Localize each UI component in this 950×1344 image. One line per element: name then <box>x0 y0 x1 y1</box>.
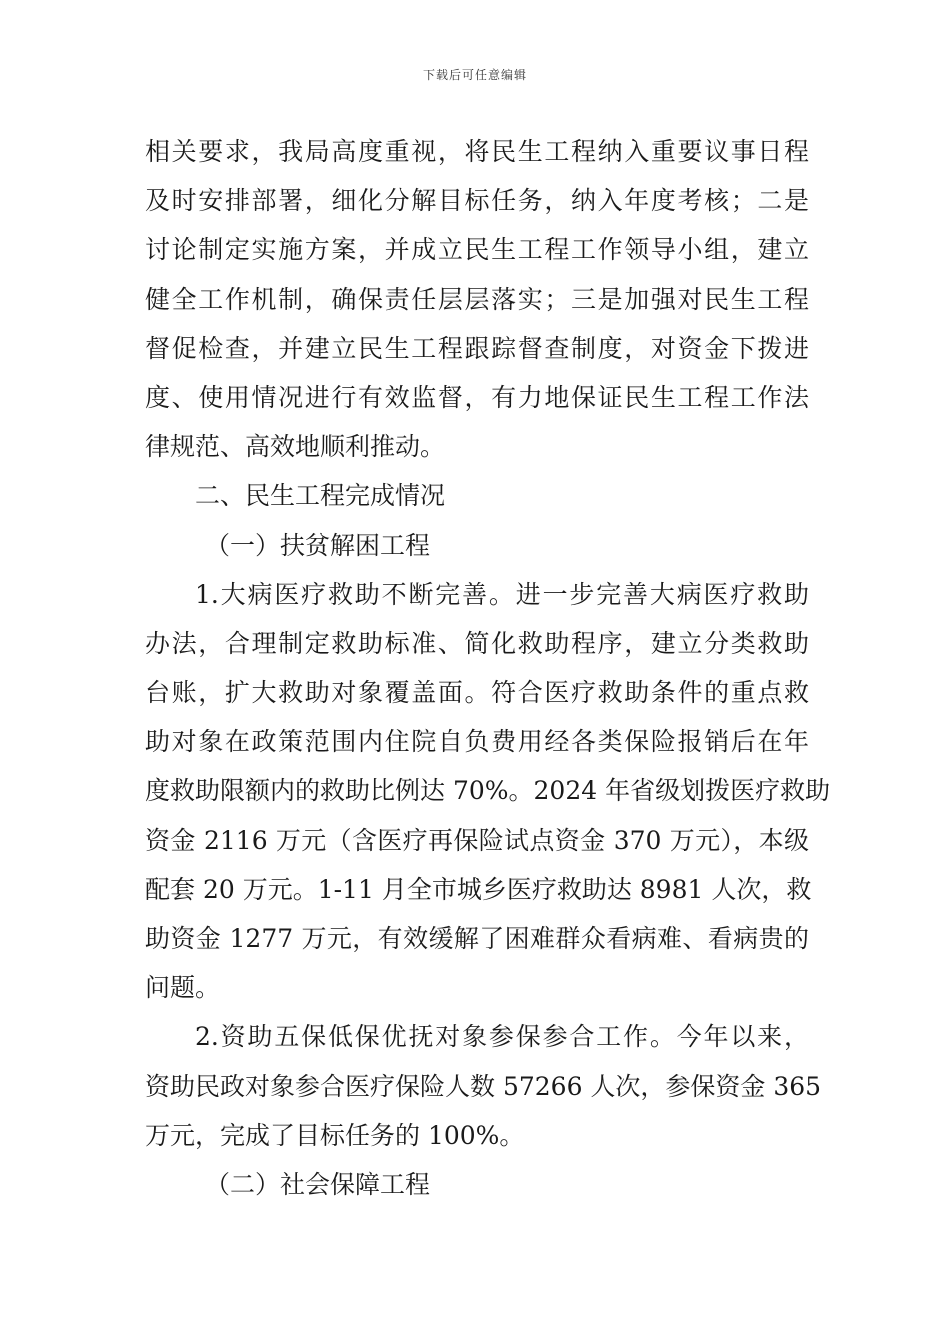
paragraph-line: 及时安排部署，细化分解目标任务，纳入年度考核；二是 <box>145 186 809 216</box>
document-body <box>145 127 831 1209</box>
paragraph-line: 1.大病医疗救助不断完善。进一步完善大病医疗救助 <box>195 579 809 609</box>
paragraph-line: 度、使用情况进行有效监督，有力地保证民生工程工作法 <box>145 382 809 412</box>
page-header-note: 下载后可任意编辑 <box>422 68 527 82</box>
chapter-heading-line: 二、民生工程完成情况 <box>195 481 446 511</box>
paragraph-line: 万元，完成了目标任务的 100%。 <box>145 1120 525 1150</box>
section-heading-line: （二）社会保障工程 <box>205 1169 431 1199</box>
paragraph-line: 2.资助五保低保优抚对象参保参合工作。今年以来， <box>195 1022 809 1052</box>
paragraph-line: 相关要求，我局高度重视，将民生工程纳入重要议事日程 <box>145 137 809 166</box>
paragraph-line: 台账，扩大救助对象覆盖面。符合医疗救助条件的重点救 <box>145 678 809 708</box>
paragraph-line: 助资金 1277 万元，有效缓解了困难群众看病难、看病贵的 <box>145 924 809 953</box>
paragraph-line: 助对象在政策范围内住院自负费用经各类保险报销后在年 <box>145 727 809 757</box>
paragraph-line: 督促检查，并建立民生工程跟踪督查制度，对资金下拨进 <box>145 333 809 363</box>
section-heading-line: （一）扶贫解困工程 <box>205 530 431 560</box>
paragraph-line: 度救助限额内的救助比例达 70%。2024 年省级划拨医疗救助 <box>145 776 831 806</box>
paragraph-line: 办法，合理制定救助标准、简化救助程序，建立分类救助 <box>145 628 809 658</box>
paragraph-line: 配套 20 万元。1-11 月全市城乡医疗救助达 8981 人次，救 <box>145 874 812 904</box>
paragraph-line: 律规范、高效地顺利推动。 <box>145 432 446 462</box>
paragraph-line: 问题。 <box>145 973 221 1003</box>
paragraph-line: 讨论制定实施方案，并成立民生工程工作领导小组，建立 <box>145 235 809 265</box>
paragraph-line: 资金 2116 万元（含医疗再保险试点资金 370 万元），本级 <box>145 825 809 855</box>
paragraph-line: 资助民政对象参合医疗保险人数 57266 人次，参保资金 365 <box>145 1071 822 1101</box>
paragraph-line: 健全工作机制，确保责任层层落实；三是加强对民生工程 <box>145 284 809 314</box>
